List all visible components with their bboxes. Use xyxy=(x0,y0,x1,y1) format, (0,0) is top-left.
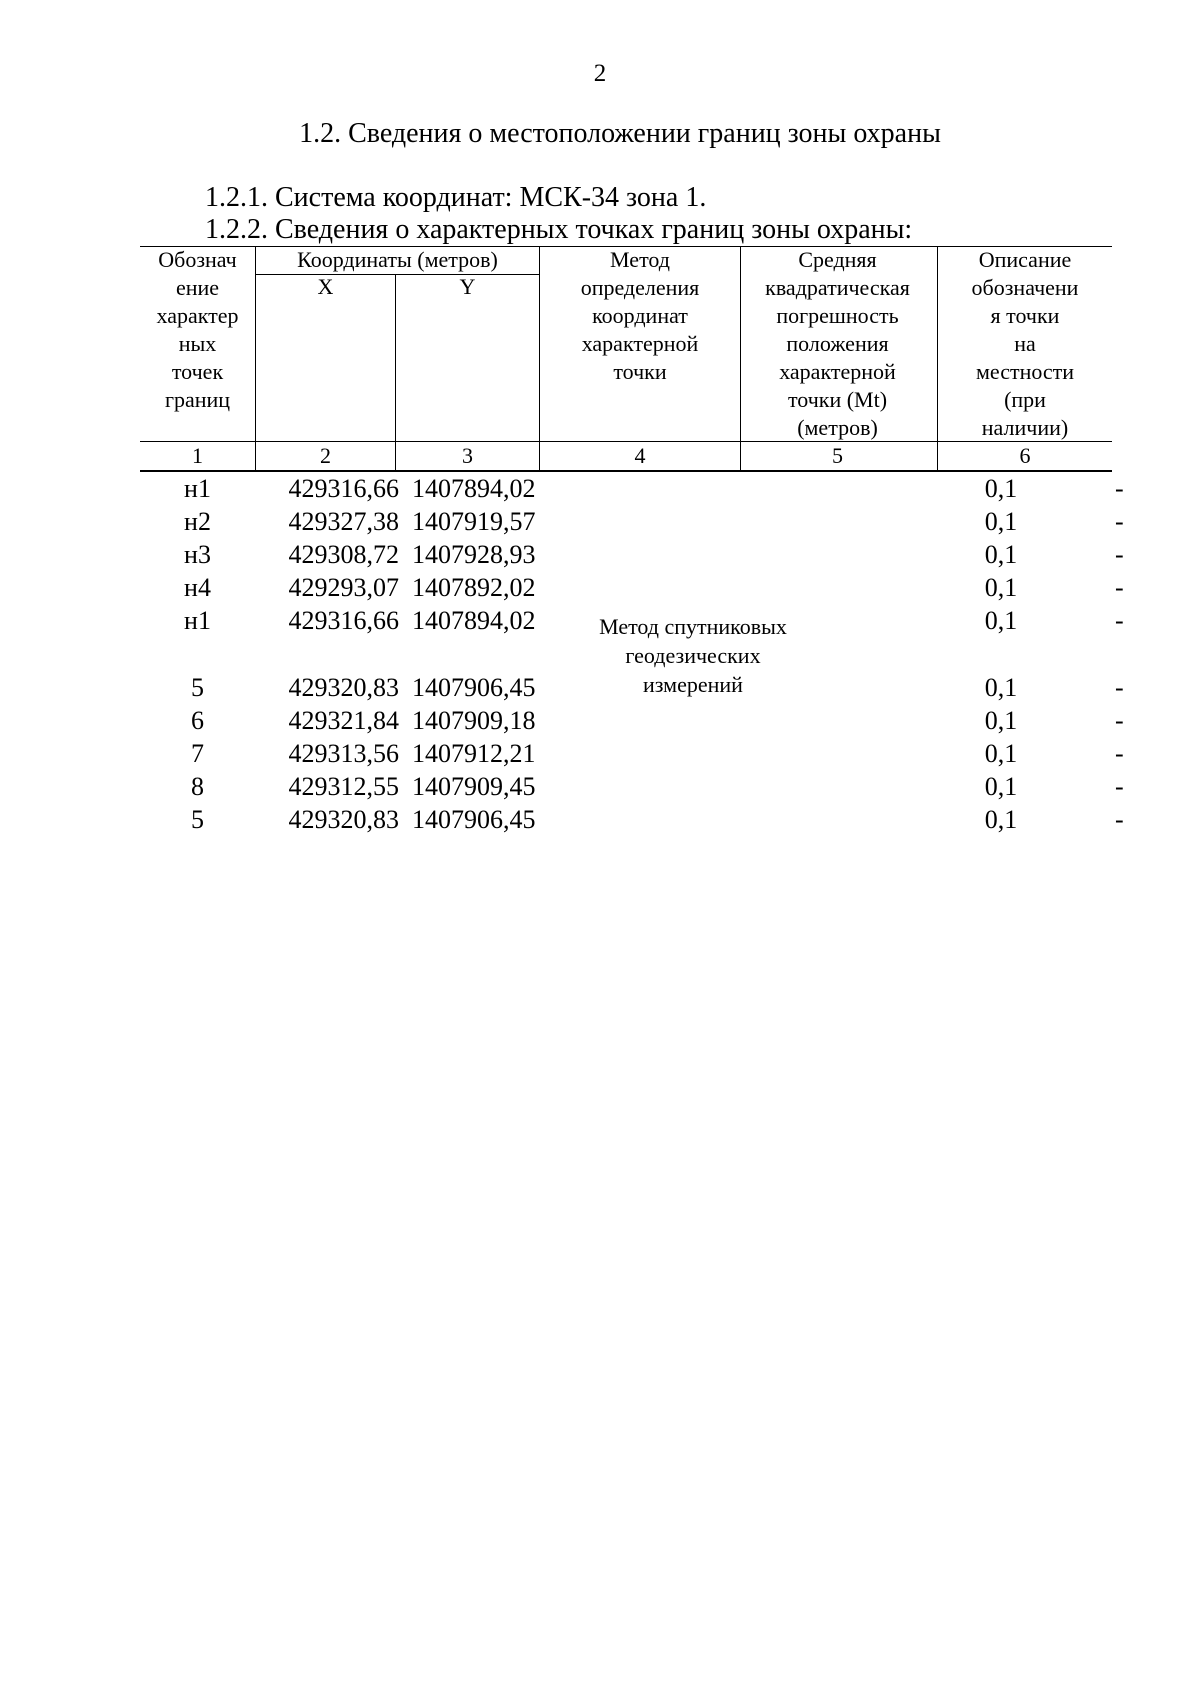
column-number-4: 4 xyxy=(634,443,646,468)
column-number-3: 3 xyxy=(462,443,473,468)
coordinate-y: 1407894,02 xyxy=(412,474,536,503)
coordinate-x: 429313,56 xyxy=(288,739,399,768)
header-method: Метод определения координат характерной точки xyxy=(580,247,700,384)
coordinate-y: 1407906,45 xyxy=(412,673,536,702)
point-designation: 6 xyxy=(191,706,204,735)
coordinate-y: 1407909,45 xyxy=(412,772,536,801)
table-row xyxy=(140,771,1124,803)
coordinate-y: 1407919,57 xyxy=(412,507,536,536)
header-divider-2 xyxy=(395,274,396,470)
mean-square-error: 0,1 xyxy=(984,772,1018,801)
coordinate-x: 429327,38 xyxy=(288,507,399,536)
column-number-6: 6 xyxy=(1019,443,1031,468)
mean-square-error: 0,1 xyxy=(984,573,1018,602)
point-description: - xyxy=(1115,673,1124,702)
point-description: - xyxy=(1115,772,1124,801)
table-row xyxy=(140,804,1124,836)
point-description: - xyxy=(1115,540,1124,569)
coordinate-x: 429320,83 xyxy=(288,673,399,702)
table-row xyxy=(140,738,1124,770)
point-description: - xyxy=(1115,805,1124,834)
header-bottom-border xyxy=(140,470,1112,472)
point-designation: 7 xyxy=(191,739,204,768)
characteristic-points-line: 1.2.2. Сведения о характерных точках границ зоны охраны: xyxy=(205,214,913,245)
mean-square-error: 0,1 xyxy=(984,540,1018,569)
header-point-designation: Обознач ение характер ных точек границ xyxy=(156,247,239,412)
method-of-determination: Метод спутниковых геодезических измерений xyxy=(599,614,787,697)
coordinate-y: 1407909,18 xyxy=(412,706,536,735)
coordinate-y: 1407894,02 xyxy=(412,606,536,635)
header-coordinates-group: Координаты (метров) xyxy=(297,247,498,272)
point-description: - xyxy=(1115,474,1124,503)
header-x: X xyxy=(317,274,334,299)
coordinate-system-line: 1.2.1. Система координат: МСК-34 зона 1. xyxy=(205,182,707,213)
coordinate-y: 1407892,02 xyxy=(412,573,536,602)
table-header xyxy=(140,246,1112,471)
point-designation: 8 xyxy=(191,772,204,801)
coordinate-x: 429320,83 xyxy=(288,805,399,834)
coordinate-x: 429293,07 xyxy=(288,573,399,602)
point-designation: 5 xyxy=(191,805,204,834)
table-row xyxy=(140,572,1124,604)
coordinate-y: 1407912,21 xyxy=(412,739,536,768)
table-row xyxy=(140,473,1124,505)
point-designation: н1 xyxy=(184,474,211,503)
mean-square-error: 0,1 xyxy=(984,805,1018,834)
header-description: Описание обозначени я точки на местности (при наличии) xyxy=(971,247,1079,440)
point-description: - xyxy=(1115,507,1124,536)
point-description: - xyxy=(1115,606,1124,635)
column-number-5: 5 xyxy=(832,443,843,468)
point-designation: н4 xyxy=(184,573,211,602)
mean-square-error: 0,1 xyxy=(984,606,1018,635)
column-number-2: 2 xyxy=(320,443,331,468)
point-description: - xyxy=(1115,573,1124,602)
table-row xyxy=(140,539,1124,571)
coordinate-x: 429312,55 xyxy=(288,772,399,801)
column-number-1: 1 xyxy=(192,443,203,468)
point-description: - xyxy=(1115,739,1124,768)
coordinate-x: 429316,66 xyxy=(288,606,399,635)
header-mean-square-error: Средняя квадратическая погрешность положения характерной точки (Mt) (метров) xyxy=(765,247,910,440)
mean-square-error: 0,1 xyxy=(984,474,1018,503)
header-y: Y xyxy=(459,274,476,299)
point-designation: н1 xyxy=(184,606,211,635)
page-number: 2 xyxy=(593,60,607,87)
mean-square-error: 0,1 xyxy=(984,706,1018,735)
section-title: 1.2. Сведения о местоположении границ зоны охраны xyxy=(299,118,941,149)
coordinate-y: 1407906,45 xyxy=(412,805,536,834)
mean-square-error: 0,1 xyxy=(984,673,1018,702)
table-row xyxy=(140,506,1124,538)
point-designation: н2 xyxy=(184,507,211,536)
coordinate-x: 429316,66 xyxy=(288,474,399,503)
point-description: - xyxy=(1115,706,1124,735)
coordinate-y: 1407928,93 xyxy=(412,540,536,569)
mean-square-error: 0,1 xyxy=(984,507,1018,536)
coordinate-x: 429321,84 xyxy=(288,706,399,735)
point-designation: 5 xyxy=(191,673,204,702)
point-designation: н3 xyxy=(184,540,211,569)
mean-square-error: 0,1 xyxy=(984,739,1018,768)
coordinate-x: 429308,72 xyxy=(288,540,399,569)
table-row xyxy=(140,705,1124,737)
